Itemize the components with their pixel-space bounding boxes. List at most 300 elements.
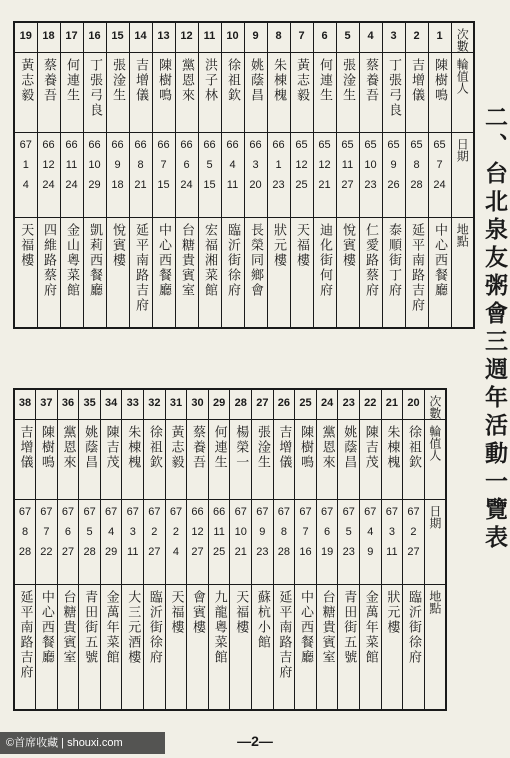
host-cell	[122, 420, 144, 500]
date-part: 6	[183, 159, 190, 171]
date-part: 67	[169, 506, 183, 518]
date-part: 23	[342, 546, 355, 558]
venue-name: 延平南路吉府	[17, 590, 33, 680]
date-cell	[187, 500, 209, 585]
host-name: 蔡養吾	[41, 58, 56, 103]
date-part: 19	[320, 546, 334, 558]
date-part: 28	[83, 546, 96, 558]
date-part: 66	[134, 139, 147, 151]
session-number: 11	[198, 22, 221, 53]
session-number: 37	[36, 389, 58, 420]
event-date	[314, 133, 336, 191]
event-date	[337, 133, 359, 191]
date-part: 11	[65, 159, 78, 171]
date-part: 67	[364, 506, 377, 518]
place-cell	[336, 218, 359, 328]
host-cell	[129, 53, 152, 133]
date-part: 2	[410, 526, 417, 538]
host-cell	[14, 53, 37, 133]
host-name: 朱棟槐	[384, 425, 400, 470]
venue-name: 金萬年菜館	[362, 590, 378, 665]
venue-name: 中心西餐廳	[38, 590, 54, 665]
place-cell	[295, 585, 317, 710]
session-number: 22	[360, 389, 382, 420]
host-cell	[405, 53, 428, 133]
venue-name: 延平南路吉府	[133, 223, 148, 313]
header-no-label: 次數	[455, 28, 470, 52]
date-part: 16	[299, 546, 312, 558]
date-part: 25	[295, 179, 308, 191]
place-cell	[381, 585, 403, 710]
event-date	[176, 133, 198, 191]
place-cell	[106, 218, 129, 328]
host-name: 陳樹鳴	[298, 425, 314, 470]
session-number: 16	[83, 22, 106, 53]
session-number: 31	[165, 389, 187, 420]
place-cell	[244, 218, 267, 328]
date-cell	[221, 133, 244, 218]
date-part: 24	[42, 179, 55, 191]
host-name: 楊榮一	[233, 425, 249, 470]
date-part: 11	[127, 546, 139, 558]
event-date	[144, 500, 165, 558]
session-number: 12	[175, 22, 198, 53]
venue-name: 悅賓樓	[110, 223, 125, 268]
place-cell	[36, 585, 58, 710]
host-cell	[336, 53, 359, 133]
header-host-label: 輪值人	[427, 425, 442, 461]
event-date	[252, 500, 273, 558]
date-part: 67	[256, 506, 269, 518]
date-part: 7	[302, 526, 309, 538]
session-number: 9	[244, 22, 267, 53]
session-number: 35	[79, 389, 101, 420]
date-part: 4	[367, 526, 374, 538]
date-part: 67	[83, 506, 96, 518]
venue-name: 青田街五號	[82, 590, 98, 665]
date-cell	[122, 500, 144, 585]
date-part: 24	[180, 179, 193, 191]
host-cell	[316, 420, 338, 500]
event-date	[338, 500, 359, 558]
event-date	[79, 500, 100, 558]
place-cell	[273, 585, 295, 710]
date-cell	[106, 133, 129, 218]
place-cell	[37, 218, 60, 328]
host-cell	[14, 420, 36, 500]
place-cell	[405, 218, 428, 328]
schedule-table-1	[13, 21, 475, 329]
host-cell	[36, 420, 58, 500]
host-cell	[221, 53, 244, 133]
place-cell	[165, 585, 187, 710]
date-part: 20	[249, 179, 262, 191]
venue-name: 四維路蔡府	[41, 223, 56, 298]
host-cell	[290, 53, 313, 133]
session-number: 8	[267, 22, 290, 53]
date-part: 67	[385, 506, 399, 518]
place-cell	[198, 218, 221, 328]
venue-name: 天福樓	[18, 223, 34, 268]
date-part: 15	[157, 179, 170, 191]
date-cell	[79, 500, 101, 585]
host-cell	[187, 420, 209, 500]
host-cell	[79, 420, 101, 500]
date-part: 8	[137, 159, 144, 171]
session-number: 24	[316, 389, 338, 420]
date-part: 66	[191, 506, 204, 518]
date-cell	[316, 500, 338, 585]
session-number: 10	[221, 22, 244, 53]
host-name: 朱棟槐	[125, 425, 141, 470]
venue-name: 金山粵菜館	[64, 223, 79, 298]
venue-name: 天福樓	[233, 590, 249, 635]
date-part: 3	[252, 159, 259, 171]
date-cell	[198, 133, 221, 218]
date-part: 1	[275, 159, 282, 171]
host-cell	[165, 420, 187, 500]
date-part: 6	[64, 526, 72, 538]
date-part: 9	[114, 159, 121, 171]
event-date	[187, 500, 208, 558]
date-part: 65	[387, 139, 400, 151]
host-cell	[252, 420, 274, 500]
date-cell	[405, 133, 428, 218]
session-number: 23	[338, 389, 360, 420]
place-cell	[267, 218, 290, 328]
place-cell	[129, 218, 152, 328]
date-part: 5	[345, 526, 352, 538]
date-part: 21	[134, 179, 147, 191]
place-cell	[60, 218, 83, 328]
host-name: 黃志毅	[168, 425, 184, 470]
place-cell	[100, 585, 122, 710]
host-cell	[106, 53, 129, 133]
date-part: 7	[160, 159, 167, 171]
venue-name: 宏福湘菜館	[202, 223, 217, 298]
event-date	[209, 500, 230, 558]
date-part: 6	[324, 526, 331, 538]
date-part: 4	[22, 179, 29, 191]
date-cell	[382, 133, 405, 218]
venue-name: 狀元樓	[271, 223, 286, 268]
header-date	[451, 133, 474, 218]
host-cell	[313, 53, 336, 133]
session-number: 17	[60, 22, 83, 53]
host-cell	[382, 53, 405, 133]
host-name: 姚蔭昌	[82, 425, 98, 470]
host-name: 張淦生	[254, 425, 270, 470]
host-cell	[37, 53, 60, 133]
host-cell	[428, 53, 451, 133]
venue-name: 大三元酒樓	[125, 590, 141, 665]
host-name: 陳樹鳴	[156, 58, 171, 103]
header-place	[451, 218, 474, 328]
date-part: 11	[226, 179, 239, 191]
host-cell	[244, 53, 267, 133]
date-cell	[290, 133, 313, 218]
host-cell	[267, 53, 290, 133]
session-number: 14	[129, 22, 152, 53]
date-cell	[403, 500, 425, 585]
place-cell	[122, 585, 144, 710]
date-part: 25	[213, 546, 226, 558]
venue-name: 會賓樓	[190, 590, 206, 635]
host-name: 陳樹鳴	[38, 425, 54, 470]
date-cell	[359, 133, 382, 218]
date-cell	[57, 500, 79, 585]
venue-name: 迪化街何府	[317, 223, 332, 298]
venue-name: 仁愛路蔡府	[363, 223, 378, 298]
event-date	[245, 133, 267, 191]
event-date	[406, 133, 428, 191]
date-part: 5	[206, 159, 213, 171]
event-date	[317, 500, 338, 558]
session-number: 30	[187, 389, 209, 420]
date-part: 66	[272, 139, 285, 151]
date-part: 9	[259, 526, 266, 538]
date-part: 67	[105, 506, 118, 518]
date-part: 67	[40, 506, 53, 518]
date-part: 12	[318, 159, 331, 171]
event-date	[291, 133, 313, 191]
host-cell	[144, 420, 166, 500]
venue-name: 金萬年菜館	[103, 590, 119, 665]
date-part: 9	[367, 546, 374, 558]
event-date	[101, 500, 122, 558]
place-cell	[14, 585, 36, 710]
place-cell	[252, 585, 274, 710]
event-date	[360, 500, 381, 558]
header-date-label: 日期	[427, 505, 442, 529]
venue-name: 天福樓	[294, 223, 309, 268]
event-date	[403, 500, 424, 558]
place-cell	[359, 218, 382, 328]
date-part: 22	[40, 546, 53, 558]
venue-name: 天福樓	[168, 590, 184, 635]
host-name: 丁張弓良	[87, 58, 102, 118]
date-part: 3	[388, 526, 395, 538]
date-part: 27	[407, 546, 420, 558]
event-date	[15, 500, 35, 558]
session-number: 33	[122, 389, 144, 420]
event-date	[84, 133, 106, 191]
place-cell	[316, 585, 338, 710]
date-part: 9	[390, 159, 397, 171]
venue-name: 中心西餐廳	[432, 223, 447, 298]
date-part: 67	[234, 506, 247, 518]
date-part: 66	[111, 139, 124, 151]
event-date	[274, 500, 295, 558]
place-cell	[382, 218, 405, 328]
date-part: 4	[229, 159, 236, 171]
host-cell	[83, 53, 106, 133]
venue-name: 臨沂街徐府	[225, 223, 240, 298]
header-date-label: 日期	[455, 138, 470, 162]
date-cell	[14, 500, 36, 585]
host-name: 何連生	[211, 425, 227, 470]
host-cell	[359, 53, 382, 133]
date-part: 66	[226, 139, 239, 151]
date-part: 67	[18, 506, 32, 518]
date-part: 66	[65, 139, 78, 151]
host-name: 陳吉茂	[103, 425, 119, 470]
place-cell	[403, 585, 425, 710]
session-number: 34	[100, 389, 122, 420]
date-part: 10	[364, 159, 377, 171]
venue-name: 臨沂街徐府	[405, 590, 421, 665]
date-part: 12	[42, 159, 55, 171]
date-part: 28	[277, 546, 291, 558]
date-part: 27	[61, 546, 75, 558]
place-cell	[144, 585, 166, 710]
place-cell	[208, 585, 230, 710]
host-name: 張淦生	[340, 58, 355, 103]
host-name: 黨恩來	[319, 425, 335, 470]
date-cell	[360, 500, 382, 585]
event-date	[153, 133, 175, 191]
event-date	[360, 133, 382, 191]
host-cell	[198, 53, 221, 133]
host-name: 朱棟槐	[271, 58, 286, 103]
host-name: 蔡養吾	[190, 425, 206, 470]
venue-name: 悅賓樓	[340, 223, 355, 268]
place-cell	[290, 218, 313, 328]
host-name: 吉增儀	[17, 425, 33, 470]
date-cell	[295, 500, 317, 585]
event-date	[38, 133, 60, 191]
date-part: 67	[320, 506, 334, 518]
date-cell	[60, 133, 83, 218]
date-part: 67	[148, 506, 161, 518]
host-cell	[295, 420, 317, 500]
header-host-label: 輪值人	[455, 58, 470, 94]
date-cell	[152, 133, 175, 218]
session-number: 2	[405, 22, 428, 53]
event-date	[58, 500, 79, 558]
date-part: 23	[256, 546, 269, 558]
session-number: 1	[428, 22, 451, 53]
date-part: 21	[318, 179, 331, 191]
place-cell	[338, 585, 360, 710]
venue-name: 九龍粵菜館	[211, 590, 227, 665]
session-number: 27	[252, 389, 274, 420]
event-date	[166, 500, 187, 558]
venue-name: 延平南路吉府	[409, 223, 424, 313]
page-title: 二、台北泉友粥會三週年活動一覽表	[481, 105, 508, 553]
date-cell	[230, 500, 252, 585]
host-cell	[57, 420, 79, 500]
header-no-label: 次數	[427, 395, 442, 419]
event-date	[107, 133, 129, 191]
date-part: 66	[88, 139, 101, 151]
date-cell	[338, 500, 360, 585]
host-name: 丁張弓良	[386, 58, 401, 118]
host-cell	[100, 420, 122, 500]
host-cell	[152, 53, 175, 133]
date-cell	[165, 500, 187, 585]
venue-name: 蘇杭小館	[254, 590, 270, 650]
event-date	[199, 133, 221, 191]
date-part: 12	[295, 159, 308, 171]
date-part: 10	[234, 526, 247, 538]
page-number: —2—	[237, 733, 273, 749]
date-cell	[14, 133, 37, 218]
date-cell	[267, 133, 290, 218]
date-part: 21	[234, 546, 247, 558]
host-cell	[273, 420, 295, 500]
session-number: 7	[290, 22, 313, 53]
date-part: 12	[191, 526, 204, 538]
session-number: 20	[403, 389, 425, 420]
date-part: 65	[433, 139, 446, 151]
venue-name: 延平南路吉府	[276, 590, 292, 680]
date-part: 67	[299, 506, 312, 518]
date-part: 65	[295, 139, 308, 151]
venue-name: 青田街五號	[341, 590, 357, 665]
place-cell	[230, 585, 252, 710]
place-cell	[187, 585, 209, 710]
date-part: 66	[157, 139, 170, 151]
date-part: 29	[105, 546, 118, 558]
date-part: 1	[22, 159, 29, 171]
date-part: 2	[151, 526, 158, 538]
date-part: 4	[172, 546, 180, 558]
date-part: 65	[341, 139, 354, 151]
venue-name: 狀元樓	[384, 590, 400, 635]
date-part: 65	[318, 139, 331, 151]
session-number: 3	[382, 22, 405, 53]
venue-name: 台糖貴賓室	[179, 223, 194, 298]
date-part: 66	[249, 139, 262, 151]
date-cell	[36, 500, 58, 585]
date-part: 11	[386, 546, 398, 558]
header-place	[424, 585, 446, 710]
host-name: 徐祖欽	[405, 425, 421, 470]
header-host	[424, 420, 446, 500]
date-part: 4	[108, 526, 115, 538]
watermark-label: ©首席收藏 | shouxi.com	[0, 732, 165, 754]
session-number: 5	[336, 22, 359, 53]
date-part: 3	[129, 526, 136, 538]
place-cell	[313, 218, 336, 328]
place-cell	[79, 585, 101, 710]
date-cell	[428, 133, 451, 218]
host-name: 黨恩來	[179, 58, 194, 103]
host-cell	[381, 420, 403, 500]
date-part: 65	[364, 139, 377, 151]
event-date	[61, 133, 83, 191]
date-part: 8	[280, 526, 287, 538]
host-name: 徐祖欽	[225, 58, 240, 103]
venue-name: 台糖貴賓室	[60, 590, 76, 665]
place-cell	[83, 218, 106, 328]
date-part: 66	[180, 139, 193, 151]
date-part: 8	[21, 526, 29, 538]
date-part: 28	[18, 546, 32, 558]
date-cell	[252, 500, 274, 585]
host-cell	[360, 420, 382, 500]
event-date	[382, 500, 403, 558]
header-place-label: 地點	[455, 223, 470, 247]
host-cell	[338, 420, 360, 500]
date-cell	[273, 500, 295, 585]
date-part: 28	[410, 179, 423, 191]
session-number: 6	[313, 22, 336, 53]
date-part: 67	[61, 506, 75, 518]
date-cell	[144, 500, 166, 585]
date-cell	[83, 133, 106, 218]
